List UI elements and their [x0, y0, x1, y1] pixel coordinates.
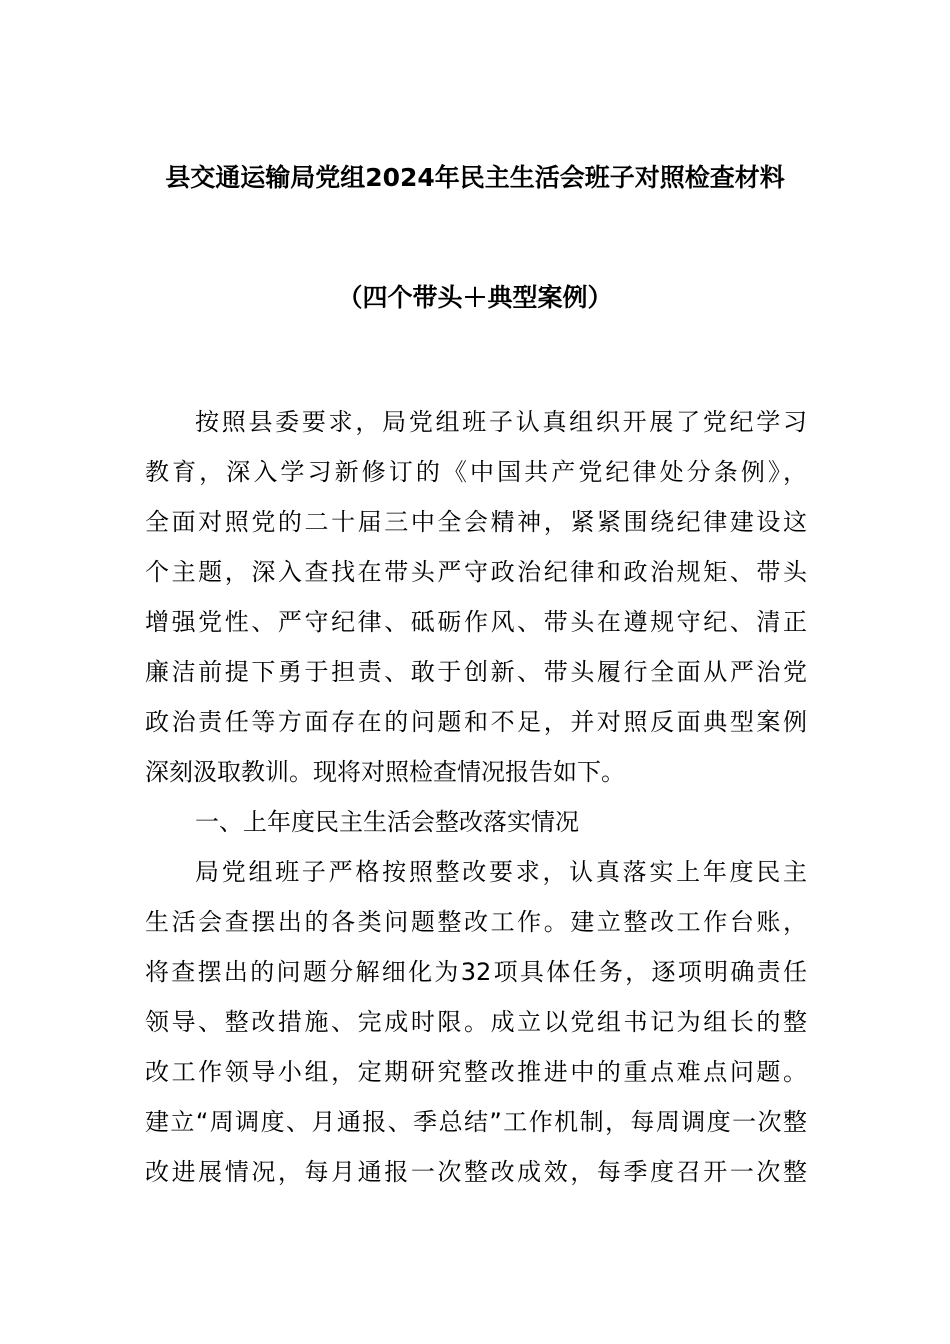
paragraph-line: 领导、整改措施、完成时限。成立以党组书记为组长的整: [145, 1008, 807, 1036]
document-body: [145, 397, 807, 1197]
paragraph-line: 全面对照党的二十届三中全会精神，紧紧围绕纪律建设这: [145, 508, 807, 536]
section-heading: [145, 797, 807, 847]
paragraph-line: 按照县委要求，局党组班子认真组织开展了党纪学习: [195, 408, 807, 436]
paragraph-line: 廉洁前提下勇于担责、敢于创新、带头履行全面从严治党: [145, 658, 807, 686]
paragraph-rectification: [145, 847, 807, 1197]
paragraph-line: 将查摆出的问题分解细化为32项具体任务，逐项明确责任: [145, 958, 807, 986]
section-heading-text: 一、上年度民主生活会整改落实情况: [195, 808, 579, 836]
paragraph-line: 建立“周调度、月通报、季总结”工作机制，每周调度一次整: [145, 1108, 807, 1136]
paragraph-line: 改工作领导小组，定期研究整改推进中的重点难点问题。: [145, 1058, 807, 1086]
paragraph-intro: [145, 397, 807, 797]
paragraph-line: 教育，深入学习新修订的《中国共产党纪律处分条例》，: [145, 458, 807, 486]
paragraph-line: 政治责任等方面存在的问题和不足，并对照反面典型案例: [145, 708, 807, 736]
document-subtitle: （四个带头＋典型案例）: [337, 283, 613, 312]
paragraph-line: 个主题，深入查找在带头严守政治纪律和政治规矩、带头: [145, 558, 807, 586]
paragraph-line: 改进展情况，每月通报一次整改成效，每季度召开一次整: [145, 1158, 807, 1186]
paragraph-line: 生活会查摆出的各类问题整改工作。建立整改工作台账，: [145, 908, 807, 936]
document-title: 县交通运输局党组2024年民主生活会班子对照检查材料: [165, 163, 785, 192]
paragraph-line: 增强党性、严守纪律、砥砺作风、带头在遵规守纪、清正: [145, 608, 807, 636]
paragraph-line: 局党组班子严格按照整改要求，认真落实上年度民主: [195, 858, 807, 886]
paragraph-line: 深刻汲取教训。现将对照检查情况报告如下。: [145, 758, 625, 786]
